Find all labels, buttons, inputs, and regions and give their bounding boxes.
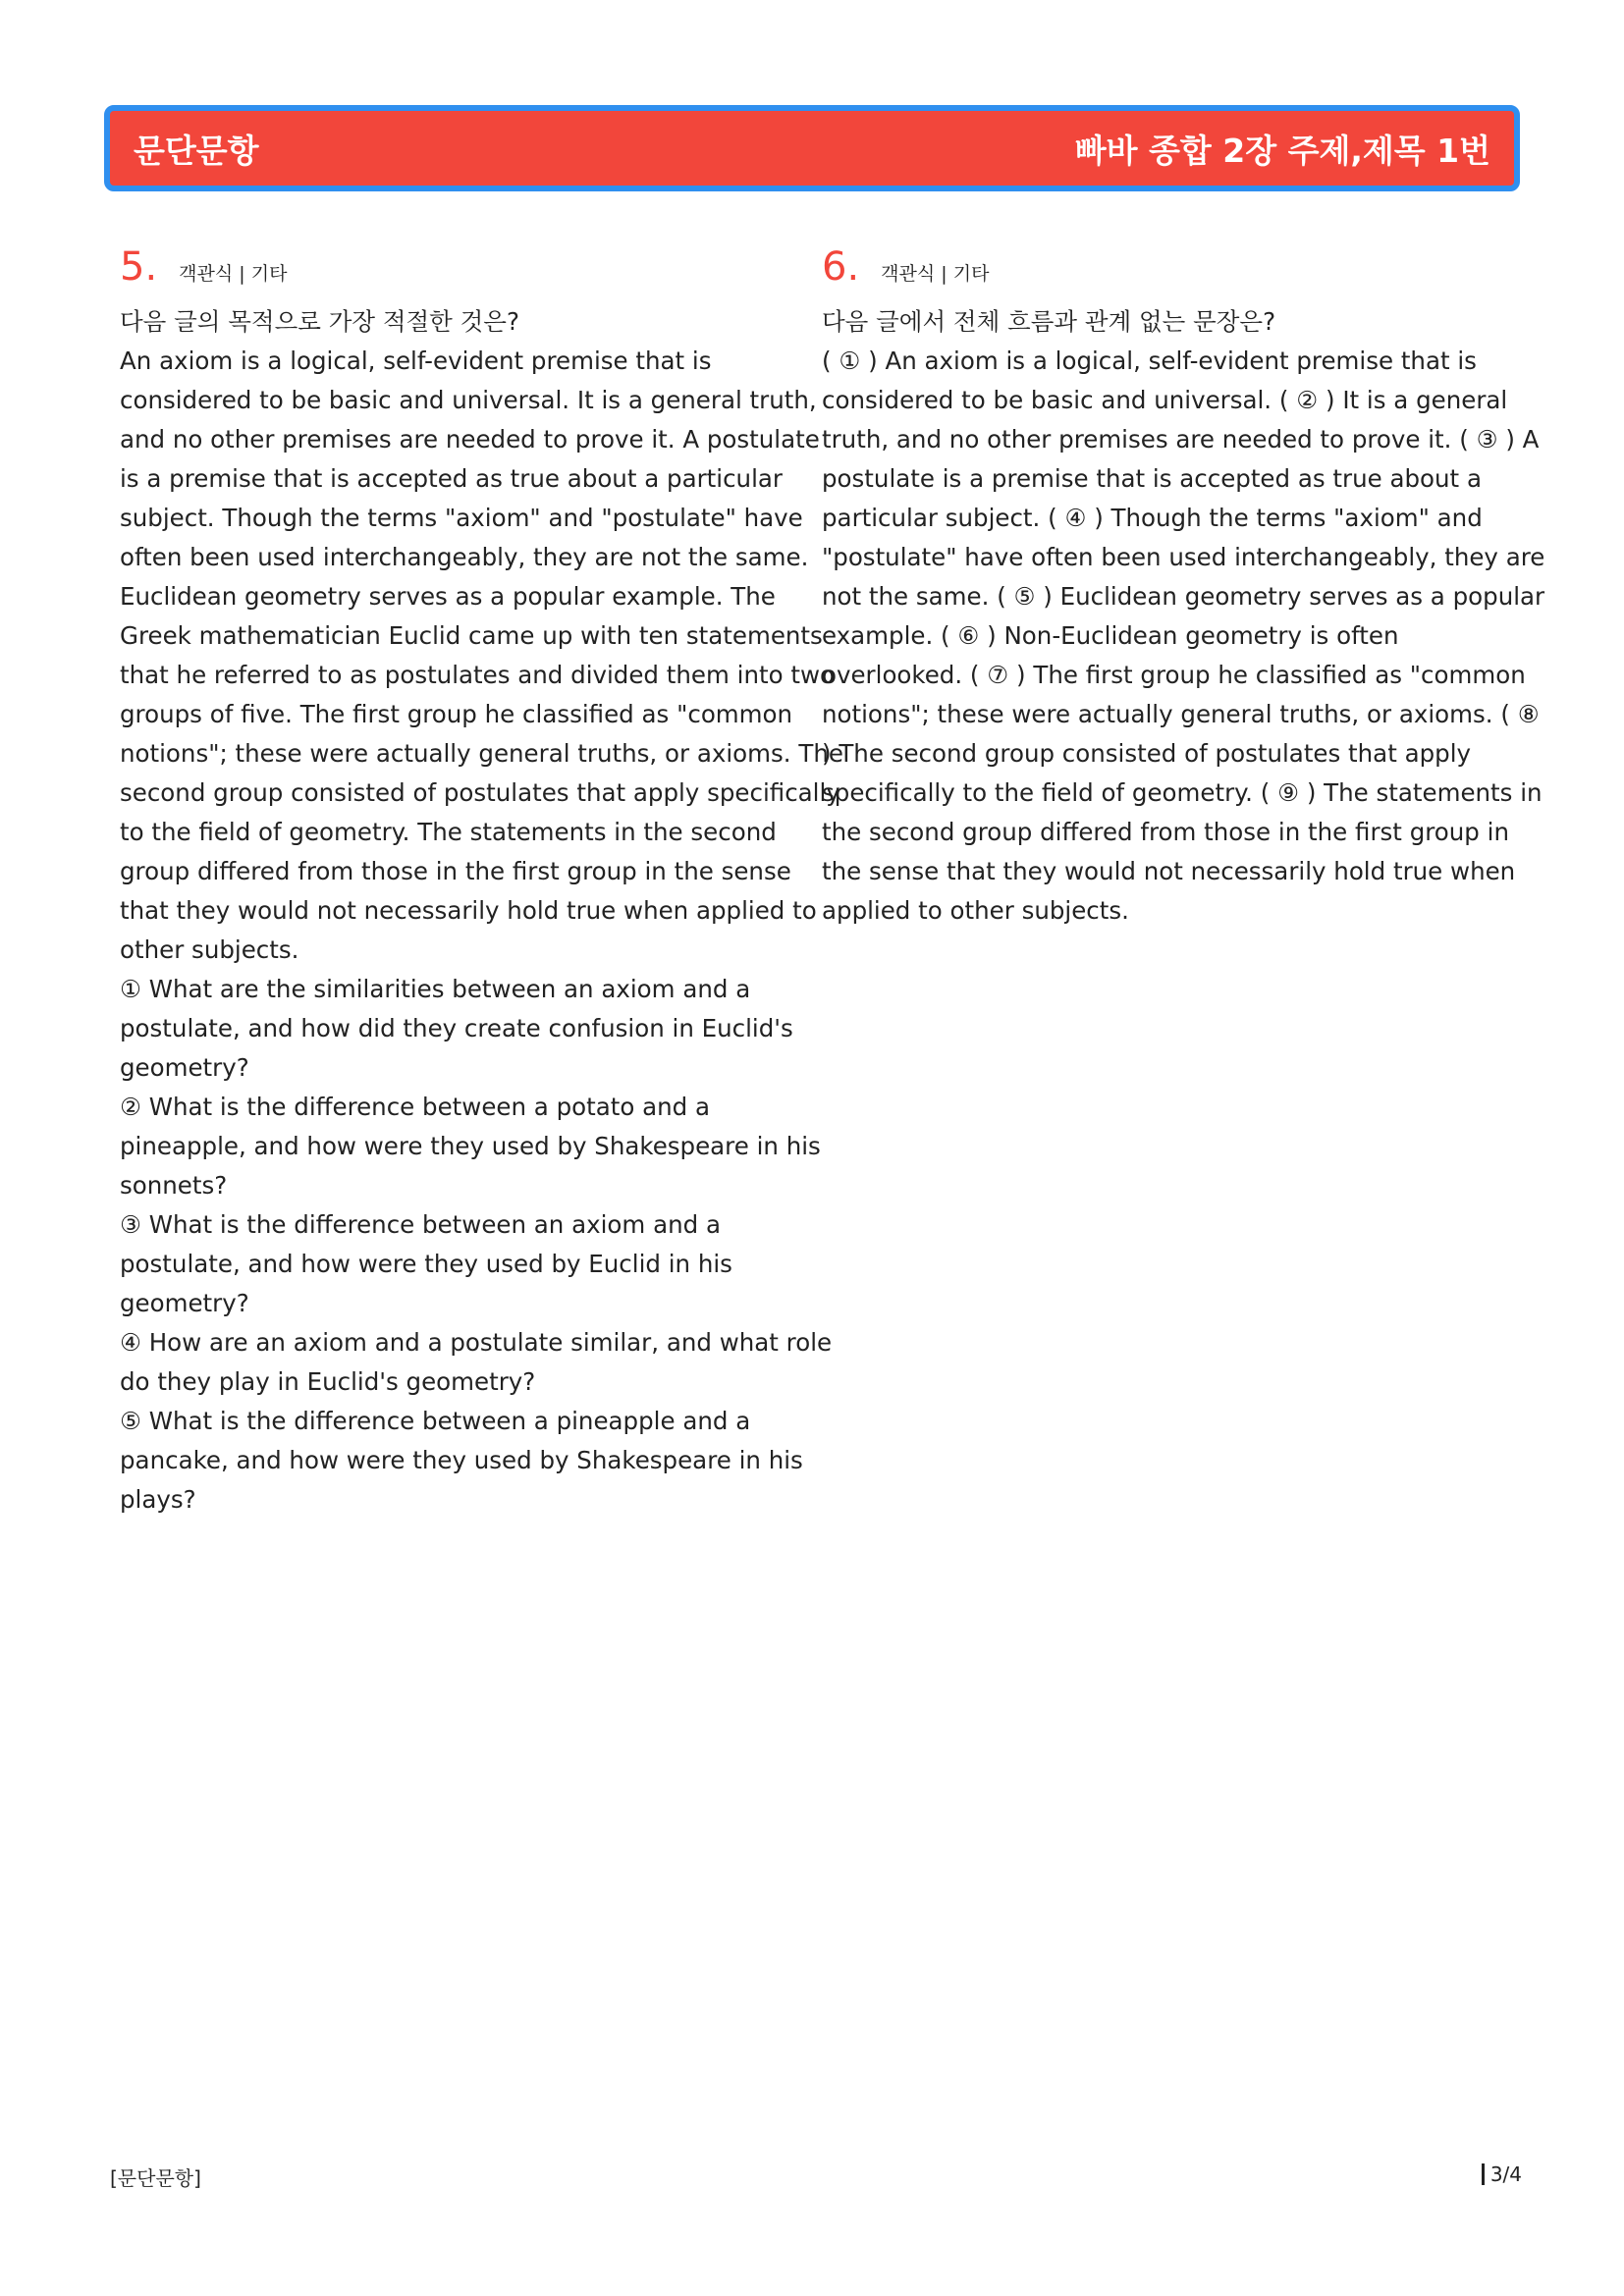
question-body [120,302,843,1520]
text-line: ⑤ What is the difference between a pineapple and a [120,1407,751,1435]
text-line: ③ What is the difference between an axiom and a [120,1210,721,1239]
text-line: the sense that they would not necessarily hold true when [822,857,1516,885]
text-line: postulate, and how were they used by Euclid in his [120,1250,732,1278]
question-type: 객관식 | 기타 [881,263,990,285]
question-text [120,342,843,1520]
header-left-title: 문단문항 [134,131,259,170]
footer-source: [문단문항] [110,2166,201,2190]
text-line: postulate, and how did they create confusion in Euclid's [120,1014,793,1042]
text-line: that they would not necessarily hold true when applied to [120,896,817,925]
question-number-dot: . [846,244,860,290]
text-line: example. ( ⑥ ) Non-Euclidean geometry is often [822,621,1399,650]
text-line: ) The second group consisted of postulates that apply [822,739,1472,768]
text-line: Greek mathematician Euclid came up with ten statements [120,621,823,650]
question-header [120,245,807,289]
text-line: ② What is the difference between a potato and a [120,1093,711,1121]
text-line: applied to other subjects. [822,896,1129,925]
question-type: 객관식 | 기타 [179,263,288,285]
text-line: subject. Though the terms "axiom" and "postulate" have [120,504,803,532]
text-line: other subjects. [120,935,299,964]
text-line: group differed from those in the first group in the sense [120,857,791,885]
text-line: specifically to the field of geometry. ( ⑨ ) The statements in [822,778,1543,807]
text-line: pineapple, and how were they used by Shakespeare in his [120,1132,821,1160]
text-line: considered to be basic and universal. It is a general truth, [120,386,817,414]
header-right-title: 빠바 종합 2장 주제,제목 1번 [1074,131,1490,170]
question-number-dot: . [144,244,158,290]
text-line: notions"; these were actually general truths, or axioms. The [120,739,843,768]
text-line: overlooked. ( ⑦ ) The first group he classified as "common [822,661,1526,689]
text-line: truth, and no other premises are needed to prove it. ( ③ ) A [822,425,1540,454]
question-prompt: 다음 글의 목적으로 가장 적절한 것은? [120,307,519,336]
text-line: particular subject. ( ④ ) Though the terms "axiom" and [822,504,1483,532]
text-line: second group consisted of postulates that apply specifically [120,778,840,807]
text-line: ④ How are an axiom and a postulate similar, and what role [120,1328,833,1357]
text-line: ( ① ) An axiom is a logical, self-evident premise that is [822,347,1477,375]
question-body [822,302,1545,931]
footer-page [1482,2163,1522,2186]
question-5 [120,244,843,1520]
text-line: An axiom is a logical, self-evident premise that is [120,347,712,375]
text-line: that he referred to as postulates and divided them into two [120,661,835,689]
header-bar [104,105,1520,191]
text-line: "postulate" have often been used interchangeably, they are [822,543,1545,571]
text-line: and no other premises are needed to prove it. A postulate [120,425,820,454]
text-line: often been used interchangeably, they are not the same. [120,543,809,571]
text-line: Euclidean geometry serves as a popular example. The [120,582,776,611]
text-line: groups of five. The first group he classified as "common [120,700,793,728]
text-line: geometry? [120,1053,249,1082]
text-line: not the same. ( ⑤ ) Euclidean geometry serves as a popular [822,582,1545,611]
text-line: do they play in Euclid's geometry? [120,1367,536,1396]
text-line: ① What are the similarities between an axiom and a [120,975,751,1003]
text-line: is a premise that is accepted as true about a particular [120,464,783,493]
question-text [822,342,1545,931]
text-line: considered to be basic and universal. ( ② ) It is a general [822,386,1508,414]
question-6 [822,244,1545,931]
text-line: to the field of geometry. The statements in the second [120,818,777,846]
question-number: 6 [822,244,847,290]
text-line: notions"; these were actually general truths, or axioms. ( ⑧ [822,700,1540,728]
text-line: pancake, and how were they used by Shakespeare in his [120,1446,803,1474]
text-line: sonnets? [120,1171,228,1200]
page-divider [1482,2163,1485,2185]
text-line: plays? [120,1485,196,1514]
page-number: 3/4 [1489,2163,1522,2186]
question-number: 5 [120,244,145,290]
question-header [822,245,1509,289]
text-line: the second group differed from those in the first group in [822,818,1509,846]
question-prompt: 다음 글에서 전체 흐름과 관계 없는 문장은? [822,307,1276,336]
text-line: geometry? [120,1289,249,1317]
text-line: postulate is a premise that is accepted as true about a [822,464,1482,493]
